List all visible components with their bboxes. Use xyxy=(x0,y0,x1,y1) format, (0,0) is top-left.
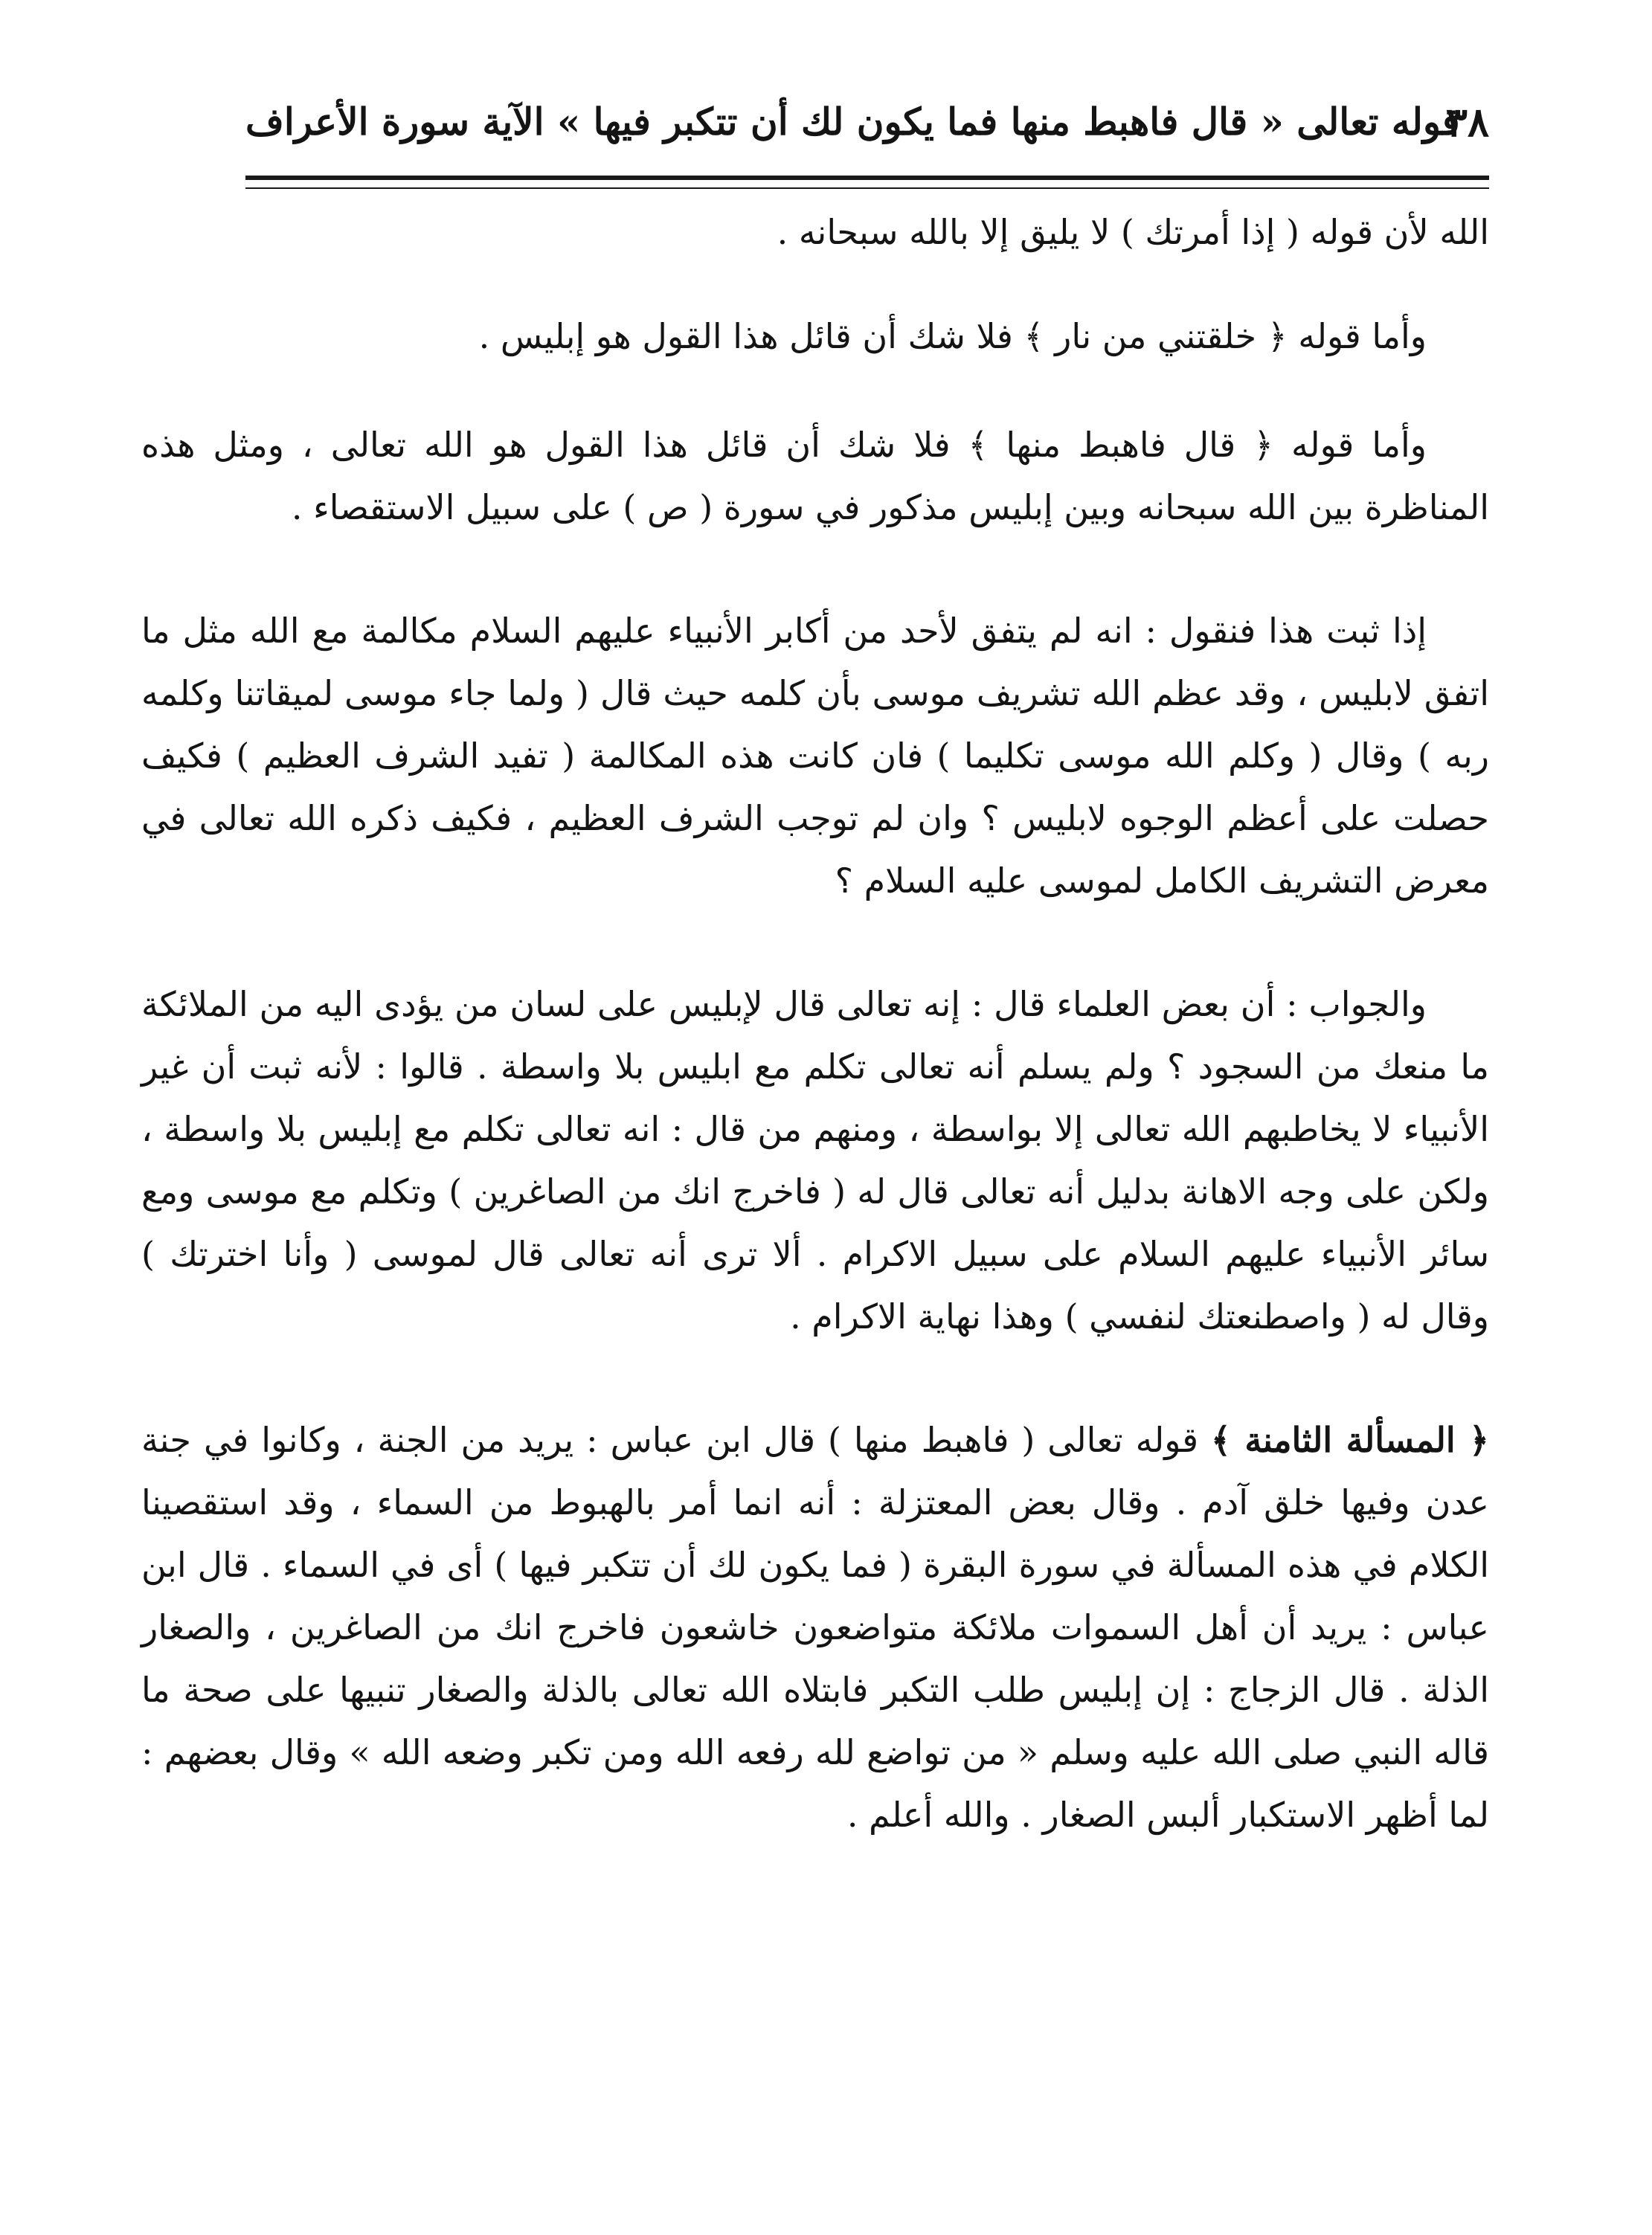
page-number: ٣٨ xyxy=(1445,98,1489,146)
paragraph-2: وأما قوله ﴿ خلقتني من نار ﴾ فلا شك أن قائل هذا القول هو إبليس . xyxy=(478,316,1427,356)
paragraph-4: إذا ثبت هذا فنقول : انه لم يتفق لأحد من أكابر الأنبياء عليهم السلام مكالمة مع الله مثل ما اتفق لابليس ، وقد عظم الله تشريف موسى بأن كلمه حيث قال ( ولما جاء موسى لميقاتنا وكلمه ربه ) وقال ( وكلم الله موسى تكليما ) فان كانت هذه المكالمة ( تفيد الشرف العظيم ) فكيف حصلت على أعظم الوجوه لابليس ؟ وان لم توجب الشرف العظيم ، فكيف ذكره الله تعالى في معرض التشريف الكامل لموسى عليه السلام ؟ xyxy=(141,611,1489,901)
paragraph-1: الله لأن قوله ( إذا أمرتك ) لا يليق إلا بالله سبحانه . xyxy=(777,212,1489,252)
running-title: قوله تعالى « قال فاهبط منها فما يكون لك أن تتكبر فيها » الآية سورة الأعراف xyxy=(245,100,1460,144)
section-heading: ﴿ المسألة الثامنة ﴾ xyxy=(1211,1420,1489,1460)
header-rule-thick xyxy=(245,176,1489,180)
header-rule-thin xyxy=(245,187,1489,189)
main-text xyxy=(141,201,1489,1846)
paragraph-6-text: قوله تعالى ( فاهبط منها ) قال ابن عباس : يريد من الجنة ، وكانوا في جنة عدن وفيها خلق آدم . وقال بعض المعتزلة : أنه انما أمر بالهبوط من السماء ، وقد استقصينا الكلام في هذه المسألة في سورة البقرة ( فما يكون لك أن تتكبر فيها ) أى في السماء . قال ابن عباس : يريد أن أهل السموات ملائكة متواضعون خاشعون فاخرج انك من الصاغرين ، والصغار الذلة . قال الزجاج : إن إبليس طلب التكبر فابتلاه الله تعالى بالذلة والصغار تنبيها على صحة ما قاله النبي صلى الله عليه وسلم « من تواضع لله رفعه الله ومن تكبر وضعه الله » وقال بعضهم : لما أظهر الاستكبار ألبس الصغار . والله أعلم . xyxy=(141,1420,1489,1835)
paragraph-6 xyxy=(141,1409,1489,1846)
page-header xyxy=(245,88,1489,162)
paragraph-5: والجواب : أن بعض العلماء قال : إنه تعالى قال لإبليس على لسان من يؤدى اليه من الملائكة ما منعك من السجود ؟ ولم يسلم أنه تعالى تكلم مع ابليس بلا واسطة . قالوا : لأنه ثبت أن غير الأنبياء لا يخاطبهم الله تعالى إلا بواسطة ، ومنهم من قال : انه تعالى تكلم مع إبليس بلا واسطة ، ولكن على وجه الاهانة بدليل أنه تعالى قال له ( فاخرج انك من الصاغرين ) وتكلم مع موسى ومع سائر الأنبياء عليهم السلام على سبيل الاكرام . ألا ترى أنه تعالى قال لموسى ( وأنا اخترتك ) وقال له ( واصطنعتك لنفسي ) وهذا نهاية الاكرام . xyxy=(141,984,1489,1337)
paragraph-3: وأما قوله ﴿ قال فاهبط منها ﴾ فلا شك أن قائل هذا القول هو الله تعالى ، ومثل هذه المناظرة بين الله سبحانه وبين إبليس مذكور في سورة ( ص ) على سبيل الاستقصاء . xyxy=(141,425,1489,527)
